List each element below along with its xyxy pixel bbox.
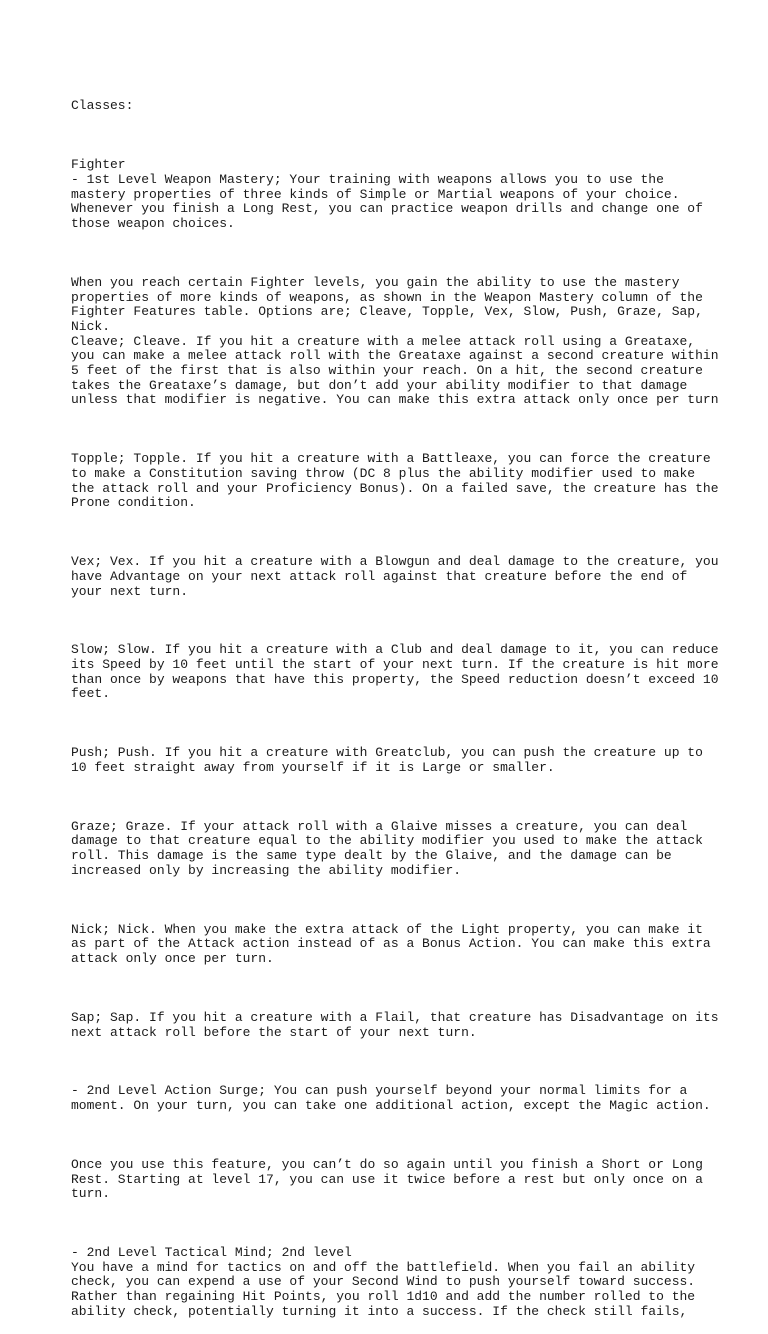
paragraph-tactical-mind: - 2nd Level Tactical Mind; 2nd level You have a mind for tactics on and off the battlefield. When you fail an ability check, you can expend a use of your Second Wind to push yourself toward success. Rather than regaining Hit Points, you roll 1d10 and add the number rolled to the ability check, potentially turning it into a success. If the check still fails, (71, 1245, 696, 1319)
paragraph-topple: Topple; Topple. If you hit a creature with a Battleaxe, you can force the creature to make a Constitution saving throw (DC 8 plus the ability modifier used to make the attack roll and your Proficiency Bonus). On a failed save, the creature has the Prone condition. (71, 451, 719, 511)
paragraph-action-surge-limit: Once you use this feature, you can’t do so again until you finish a Short or Long Rest. Starting at level 17, you can use it twice before a rest but only once on a turn. (71, 1156, 703, 1202)
paragraph-weapon-mastery: Fighter - 1st Level Weapon Mastery; Your training with weapons allows you to use the mastery properties of three kinds of Simple or Martial weapons of your choice. Whenever you finish a Long Rest, you can practice weapon drills and change one of those weapon choices. (71, 157, 703, 232)
paragraph-sap: Sap; Sap. If you hit a creature with a Flail, that creature has Disadvantage on its next attack roll before the start of your next turn. (71, 1009, 719, 1040)
paragraph-graze: Graze; Graze. If your attack roll with a Glaive misses a creature, you can deal damage to that creature equal to the ability modifier you used to make the attack roll. This damage is the same type dealt by the Glaive, and the damage can be increased only by increasing the ability modifier. (71, 818, 703, 878)
paragraph-mastery-options-cleave: When you reach certain Fighter levels, you gain the ability to use the mastery properties of more kinds of weapons, as shown in the Weapon Mastery column of the Fighter Features table. Options are; Cleave, Topple, Vex, Slow, Push, Graze, Sap, Nick. Cleave; Cleave. If you hit a creature with a melee attack roll using a Greataxe, you can make a melee attack roll with the Greataxe against a second creature within 5 feet of the first that is also within your reach. On a hit, the second creature takes the Greataxe’s damage, but don’t add your ability modifier to that damage unless that modifier is negative. You can make this extra attack only once per turn (71, 274, 719, 408)
paragraph-push: Push; Push. If you hit a creature with Greatclub, you can push the creature up to 10 feet straight away from yourself if it is Large or smaller. (71, 745, 703, 775)
paragraph-action-surge: - 2nd Level Action Surge; You can push yourself beyond your normal limits for a moment. On your turn, you can take one additional action, except the Magic action. (71, 1083, 711, 1114)
document-page (71, 70, 731, 1334)
paragraph-slow: Slow; Slow. If you hit a creature with a Club and deal damage to it, you can reduce its Speed by 10 feet until the start of your next turn. If the creature is hit more than once by weapons that have this property, the Speed reduction doesn’t exceed 10 feet. (71, 642, 719, 702)
paragraph-nick: Nick; Nick. When you make the extra attack of the Light property, you can make it as part of the Attack action instead of as a Bonus Action. You can make this extra attack only once per turn. (71, 921, 711, 967)
paragraph-vex: Vex; Vex. If you hit a creature with a Blowgun and deal damage to the creature, you have Advantage on your next attack roll against that creature before the end of your next turn. (71, 554, 719, 599)
heading-classes: Classes: (71, 98, 134, 114)
